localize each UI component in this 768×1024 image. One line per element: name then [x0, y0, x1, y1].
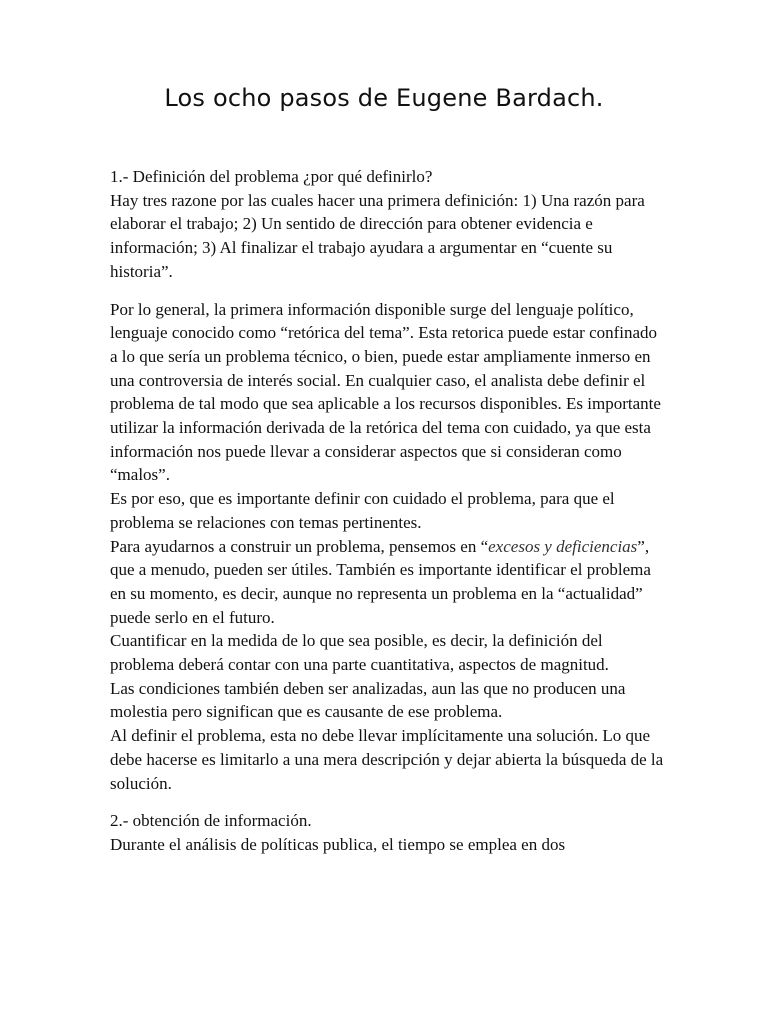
- paragraph-gap: [110, 284, 665, 298]
- section1-paragraph-7: Al definir el problema, esta no debe llevar implícitamente una solución. Lo que debe hacerse es limitarlo a una mera descripción y dejar abierta la búsqueda de la solución.: [110, 726, 664, 793]
- paragraph-gap: [110, 795, 665, 809]
- section2-paragraph-1: Durante el análisis de políticas publica, el tiempo se emplea en dos: [110, 834, 566, 854]
- paragraph-4-rest: ”, que a menudo, pueden ser útiles. También es importante identificar el problema en su momento, es decir, aunque no representa un problema en la “actualidad” puede serlo en el futuro.: [110, 536, 651, 627]
- section1-paragraph-2: Por lo general, la primera información disponible surge del lenguaje político, lenguaje conocido como “retórica del tema”. Esta retorica puede estar confinado a lo que sería un problema técnico, o bien, puede estar ampliamente inmerso en una controversia de interés social. En cualquier caso, el analista debe definir el problema de tal modo que sea aplicable a los recursos disponibles. Es importante utilizar la información derivada de la retórica del tema con cuidado, ya que esta información nos puede llevar a considerar aspectos que si consideran como “malos”.: [110, 299, 661, 485]
- section1-paragraph-4: [110, 535, 665, 630]
- paragraph-4-lead: Para ayudarnos a construir un problema, pensemos en “: [110, 536, 489, 556]
- section1-paragraph-1: Hay tres razone por las cuales hacer una primera definición: 1) Una razón para elaborar el trabajo; 2) Un sentido de dirección para obtener evidencia e información; 3) Al finalizar el trabajo ayudara a argumentar en “cuente su historia”.: [110, 190, 645, 281]
- section1-paragraph-3: Es por eso, que es importante definir con cuidado el problema, para que el problema se relaciones con temas pertinentes.: [110, 489, 615, 532]
- section1-paragraph-6: Las condiciones también deben ser analizadas, aun las que no producen una molestia pero significan que es causante de ese problema.: [110, 678, 626, 722]
- document-body: [110, 165, 665, 857]
- document-title: Los ocho pasos de Eugene Bardach.: [164, 84, 604, 112]
- paragraph-4-italic: excesos y deficiencias: [488, 536, 638, 556]
- section1-heading: 1.- Definición del problema ¿por qué definirlo?: [110, 167, 433, 186]
- section2-heading: 2.- obtención de información.: [110, 811, 312, 831]
- section1-paragraph-5: Cuantificar en la medida de lo que sea posible, es decir, la definición del problema deberá contar con una parte cuantitativa, aspectos de magnitud.: [110, 631, 609, 675]
